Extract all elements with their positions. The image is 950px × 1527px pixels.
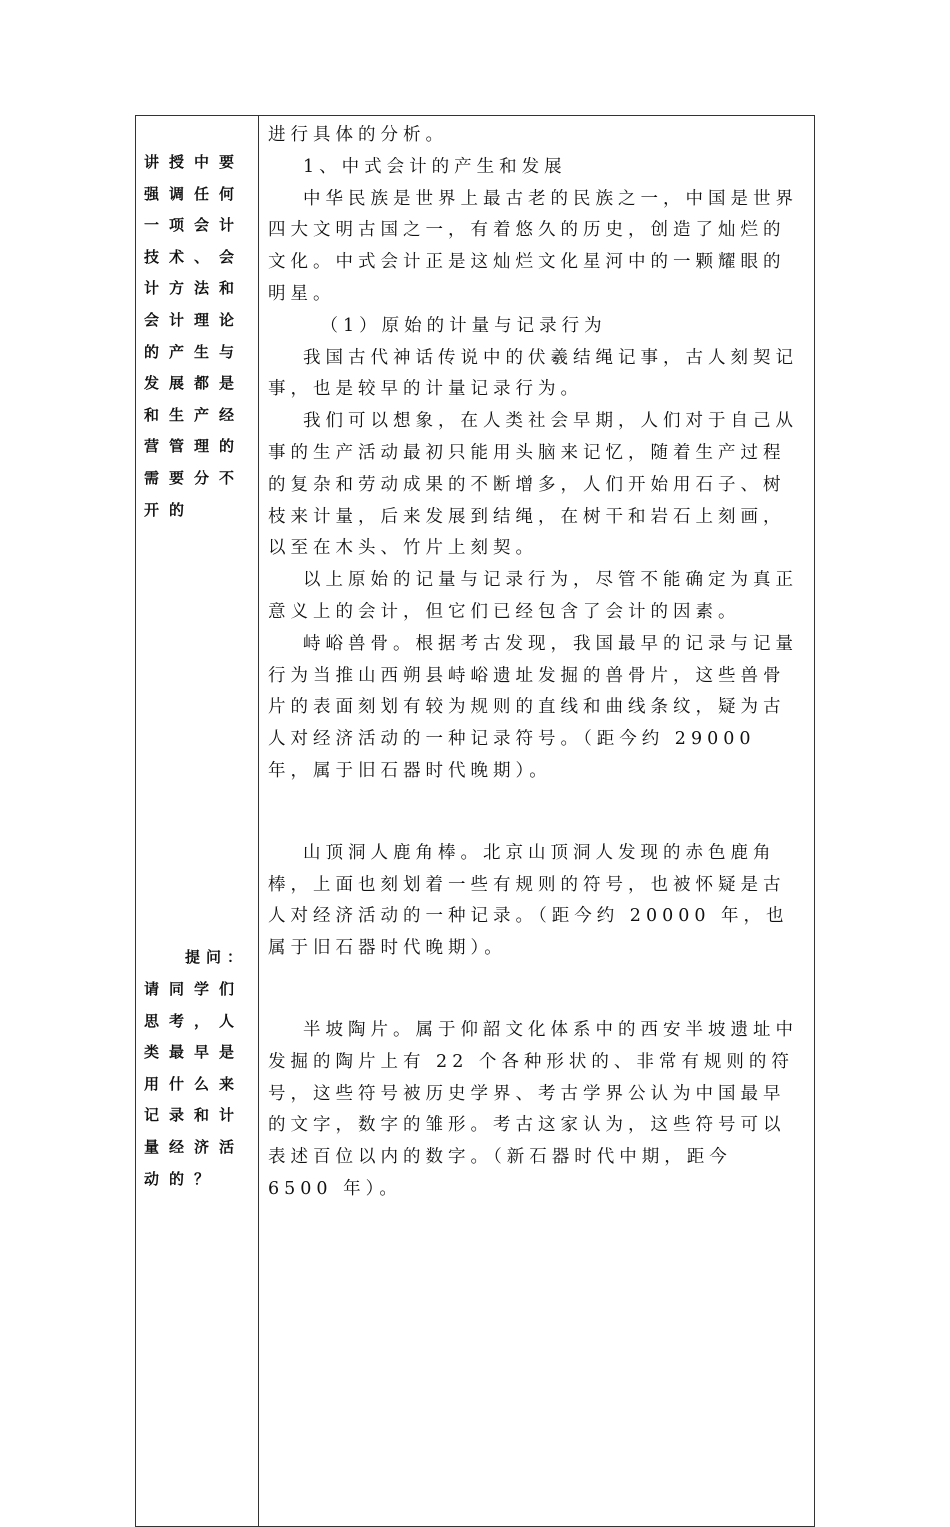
question-note: 请同学们思考，人类最早是用什么来记录和计量经济活动的？ [144, 980, 245, 1188]
paragraph: 我国古代神话传说中的伏羲结绳记事，古人刻契记事，也是较早的计量记录行为。 [268, 347, 798, 400]
question-heading: 提问： [184, 948, 248, 966]
paragraph: 以上原始的记量与记录行为，尽管不能确定为真正意义上的会计，但它们已经包含了会计的因素。 [268, 570, 798, 622]
teaching-note: 讲授中要强调任何一项会计技术、会计方法和会计理论的产生与发展都是和生产经营管理的需要分不开的 [144, 153, 245, 519]
lesson-table [135, 115, 815, 1527]
section-heading: 1、中式会计的产生和发展 [303, 156, 567, 177]
paragraph: 峙峪兽骨。根据考古发现，我国最早的记录与记量行为当推山西朔县峙峪遗址发掘的兽骨片，这些兽骨片的表面刻划有较为规则的直线和曲线条纹，疑为古人对经济活动的一种记录符号。（距今约 29000 年，属于旧石器时代晚期）。 [268, 633, 798, 781]
paragraph-intro: 进行具体的分析。 [268, 125, 448, 145]
paragraph: 半坡陶片。属于仰韶文化体系中的西安半坡遗址中发掘的陶片上有 22 个各种形状的、非常有规则的符号，这些符号被历史学界、考古学界公认为中国最早的文字，数字的雏形。考古这家认为，这些符号可以表述百位以内的数字。（新石器时代中期，距今 6500 年）。 [268, 1019, 798, 1199]
subsection-heading: （1）原始的计量与记录行为 [320, 315, 607, 336]
paragraph: 山顶洞人鹿角棒。北京山顶洞人发现的赤色鹿角棒，上面也刻划着一些有规则的符号，也被怀疑是古人对经济活动的一种记录。（距今约 20000 年，也属于旧石器时代晚期）。 [268, 842, 789, 959]
column-divider [258, 116, 259, 1526]
paragraph: 中华民族是世界上最古老的民族之一，中国是世界四大文明古国之一，有着悠久的历史，创造了灿烂的文化。中式会计正是这灿烂文化星河中的一颗耀眼的明星。 [268, 188, 798, 304]
paragraph: 我们可以想象，在人类社会早期，人们对于自己从事的生产活动最初只能用头脑来记忆，随着生产过程的复杂和劳动成果的不断增多，人们开始用石子、树枝来计量，后来发展到结绳，在树干和岩石上刻画，以至在木头、竹片上刻契。 [268, 411, 798, 559]
lesson-content [268, 120, 804, 1206]
